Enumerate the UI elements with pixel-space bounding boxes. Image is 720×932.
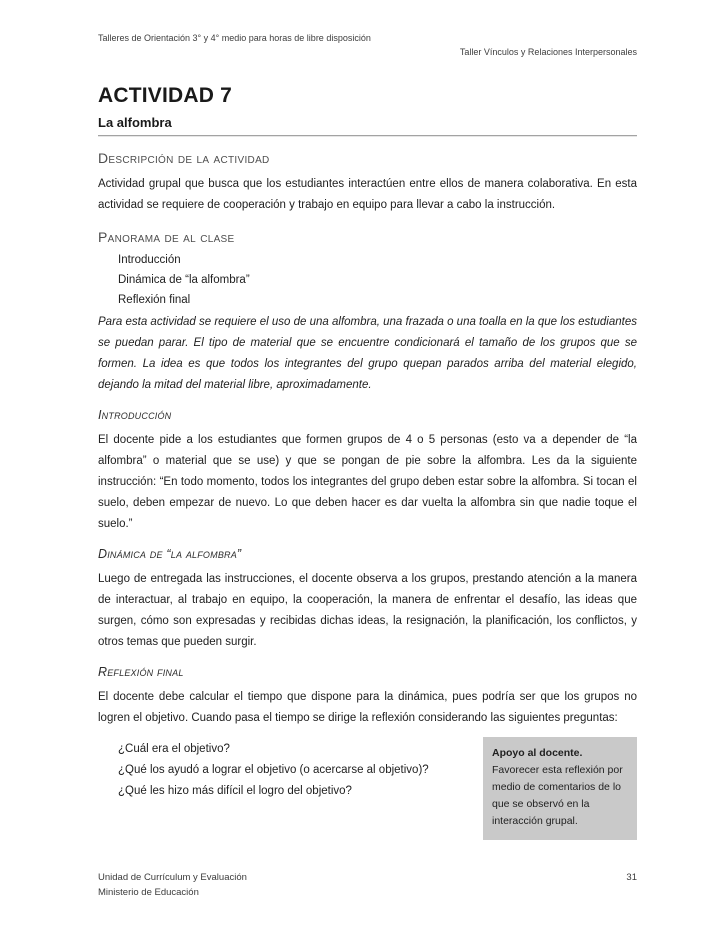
activity-subtitle: La alfombra — [98, 115, 172, 130]
page-number: 31 — [626, 872, 637, 883]
dinamica-paragraph: Luego de entregada las instrucciones, el docente observa a los grupos, prestando atención a la manera de interactuar, al trabajo en equipo, la cooperación, la manera de enfrentar el desafío, las ideas que surgen, cómo son expresadas y recibidas dichas ideas, la resignación, la planificación, los conflictos, y otros temas que pueden surgir. — [98, 573, 637, 648]
section-heading-panorama: Panorama de al clase — [98, 229, 235, 245]
descripcion-paragraph: Actividad grupal que busca que los estudiantes interactúen entre ellos de manera colaborativa. En esta actividad se requiere de cooperación y trabajo en equipo para llevar a cabo la instrucción. — [98, 178, 637, 211]
list-item: Introducción — [118, 254, 181, 266]
footer-ministry: Ministerio de Educación — [98, 887, 199, 898]
section-heading-descripcion: Descripción de la actividad — [98, 150, 270, 166]
footer-organization — [98, 870, 247, 900]
teacher-support-box — [483, 737, 637, 840]
list-item: Reflexión final — [118, 294, 191, 306]
subsection-heading-reflexion: Reflexión final — [98, 665, 184, 679]
question-item: ¿Qué los ayudó a lograr el objetivo (o acercarse al objetivo)? — [118, 764, 429, 776]
page-header — [98, 33, 637, 58]
subsection-heading-introduccion: Introducción — [98, 408, 172, 422]
support-box-body: Favorecer esta reflexión por medio de comentarios de lo que se observó en la interacción grupal. — [492, 764, 623, 827]
questions-row — [98, 737, 637, 840]
question-item: ¿Cuál era el objetivo? — [118, 743, 230, 755]
page-footer — [98, 870, 637, 900]
question-item: ¿Qué les hizo más difícil el logro del objetivo? — [118, 785, 352, 797]
introduccion-paragraph: El docente pide a los estudiantes que formen grupos de 4 o 5 personas (esto va a depender de “la alfombra” o material que se use) y que se pongan de pie sobre la alfombra. Les da la siguiente instrucción: “En todo momento, todos los integrantes del grupo deben estar sobre la alfombra. Si tocan el suelo, deben empezar de nuevo. Lo que deben hacer es dar vuelta la alfombra sin que nadie toque el suelo.” — [98, 434, 637, 530]
header-workshop-title: Taller Vínculos y Relaciones Interpersonales — [459, 47, 637, 57]
title-divider — [98, 135, 637, 137]
subsection-heading-dinamica: Dinámica de “la alfombra” — [98, 547, 242, 561]
activity-title: ACTIVIDAD 7 — [98, 84, 233, 107]
footer-unit: Unidad de Currículum y Evaluación — [98, 872, 247, 883]
material-note: Para esta actividad se requiere el uso de una alfombra, una frazada o una toalla en la que los estudiantes se puedan parar. El tipo de material que se encuentre condicionará el tamaño de los grupos que se formen. La idea es que todos los integrantes del grupo quepan parados arriba del material elegido, dejando la mitad del material libre, aproximadamente. — [98, 316, 637, 391]
list-item: Dinámica de “la alfombra” — [118, 274, 250, 286]
support-box-title: Apoyo al docente. — [492, 747, 583, 759]
header-series-title: Talleres de Orientación 3° y 4° medio para horas de libre disposición — [98, 33, 371, 43]
reflexion-paragraph: El docente debe calcular el tiempo que dispone para la dinámica, pues podría ser que los grupos no logren el objetivo. Cuando pasa el tiempo se dirige la reflexión considerando las siguientes preguntas: — [98, 691, 637, 724]
reflection-questions — [98, 737, 483, 802]
panorama-list — [98, 250, 637, 310]
